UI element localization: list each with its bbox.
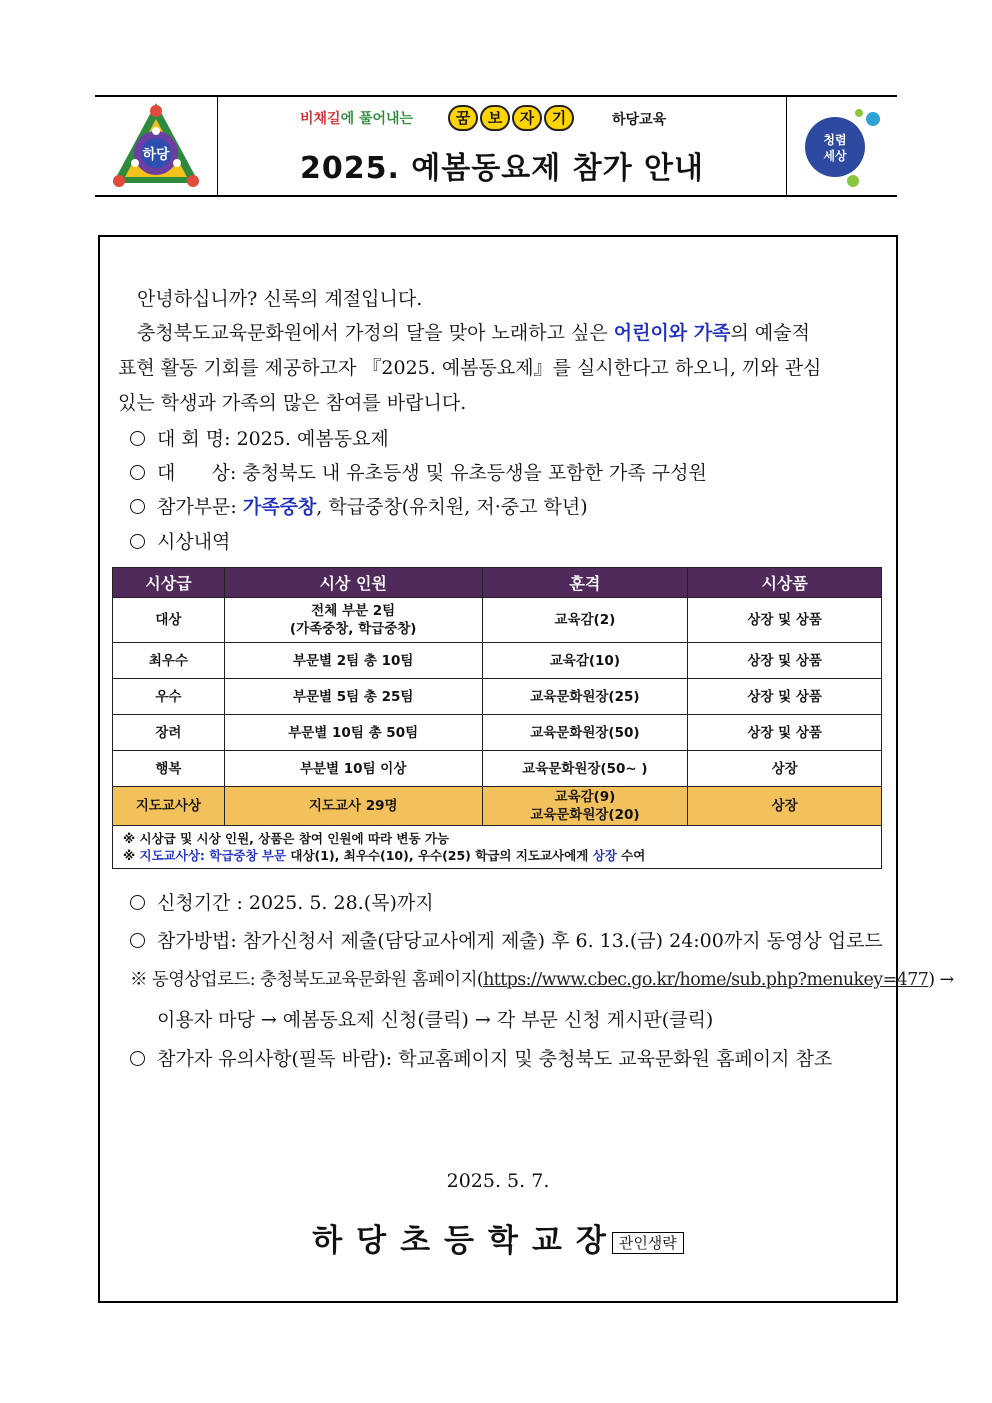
item-period: 신청기간 : 2025. 5. 28.(목)까지 xyxy=(130,888,434,915)
stamp-omitted: 관인생략 xyxy=(612,1232,684,1254)
bullet-circle-icon xyxy=(130,465,145,480)
slogan-char-2: 보 xyxy=(480,105,510,131)
awards-table xyxy=(112,567,882,869)
slogan-char-1: 꿈 xyxy=(448,105,478,131)
table-header-row xyxy=(113,568,882,598)
bullet-circle-icon xyxy=(130,534,145,549)
item-upload: ※ 동영상업로드: 충청북도교육문화원 홈페이지(https://www.cbec.go.kr/home/sub.php?menukey=477) → xyxy=(130,970,954,990)
bullet-circle-icon xyxy=(130,431,145,446)
slogan-banner xyxy=(300,105,700,133)
svg-text:하당: 하당 xyxy=(142,147,170,163)
slogan-part2: 하당교육 xyxy=(612,112,667,128)
table-row: 최우수 부문별 2팀 총 10팀 교육감(10) 상장 및 상품 xyxy=(113,643,882,679)
intro-line-4: 있는 학생과 가족의 많은 참여를 바랍니다. xyxy=(118,392,467,414)
table-row: 행복 부분별 10팀 이상 교육문화원장(50~ ) 상장 xyxy=(113,751,882,787)
integrity-logo-cell xyxy=(786,97,897,195)
integrity-logo-icon xyxy=(787,97,897,195)
item-method: 참가방법: 참가신청서 제출(담당교사에게 제출) 후 6. 13.(금) 24:00까지 동영상 업로드 xyxy=(130,926,883,953)
intro-line-3: 표현 활동 기회를 제공하고자 『2025. 예봄동요제』를 실시한다고 하오니, 끼와 관심 xyxy=(118,357,822,379)
item-target: 대 상: 충청북도 내 유초등생 및 유초등생을 포함한 가족 구성원 xyxy=(130,458,707,485)
greeting: 안녕하십니까? 신록의 계절입니다. xyxy=(137,288,423,310)
signer: 하당초등학교장 xyxy=(312,1223,620,1259)
bullet-circle-icon xyxy=(130,1051,145,1066)
document-date: 2025. 5. 7. xyxy=(446,1170,550,1192)
item-category: 참가부문: 가족중창, 학급중창(유치원, 저·중고 학년) xyxy=(130,492,588,519)
bullet-circle-icon xyxy=(130,499,145,514)
table-row: 대상 전체 부분 2팀 (가족중창, 학급중창) 교육감(2) 상장 및 상품 xyxy=(113,598,882,643)
item-upload-path: 이용자 마당 → 예봄동요제 신청(클릭) → 각 부문 신청 게시판(클릭) xyxy=(157,1009,714,1031)
item-awards-label: 시상내역 xyxy=(130,527,230,554)
bullet-circle-icon xyxy=(130,933,145,948)
svg-text:청렴: 청렴 xyxy=(823,133,847,147)
highlight-children-family: 어린이와 가족 xyxy=(613,322,731,344)
note-2: ※ 지도교사상: 학급중창 부문 대상(1), 최우수(10), 우수(25) 학급의 지도교사에게 상장 수여 xyxy=(123,848,646,863)
homepage-link[interactable]: https://www.cbec.go.kr/home/sub.php?menukey=477 xyxy=(483,970,929,990)
item-notice: 참가자 유의사항(필독 바람): 학교홈페이지 및 충청북도 교육문화원 홈페이지 참조 xyxy=(130,1044,832,1071)
svg-text:세상: 세상 xyxy=(823,149,847,163)
slogan-part1: 비채길에 풀어내는 xyxy=(300,111,414,127)
slogan-char-4: 기 xyxy=(544,105,574,131)
table-row: 장려 부문별 10팀 총 50팀 교육문화원장(50) 상장 및 상품 xyxy=(113,715,882,751)
document-header xyxy=(95,95,897,197)
intro-line-2: 충청북도교육문화원에서 가정의 달을 맞아 노래하고 싶은 어린이와 가족의 예술적 xyxy=(137,322,810,344)
signature-line xyxy=(98,1215,898,1260)
slogan-char-3: 자 xyxy=(512,105,542,131)
col-header-prize: 시상품 xyxy=(688,568,882,598)
bullet-circle-icon xyxy=(130,895,145,910)
note-1: ※ 시상급 및 시상 인원, 상품은 참여 인원에 따라 변동 가능 xyxy=(123,831,450,846)
item-event-name: 대 회 명: 2025. 예봄동요제 xyxy=(130,424,389,451)
table-row: 우수 부문별 5팀 총 25팀 교육문화원장(25) 상장 및 상품 xyxy=(113,679,882,715)
col-header-honor: 훈격 xyxy=(482,568,688,598)
col-header-grade: 시상급 xyxy=(113,568,225,598)
highlight-family-chorus: 가족중창 xyxy=(242,496,317,518)
table-row-teacher-award: 지도교사상 지도교사 29명 교육감(9) 교육문화원장(20) 상장 xyxy=(113,787,882,826)
col-header-count: 시상 인원 xyxy=(224,568,482,598)
school-logo-icon xyxy=(95,97,217,195)
table-notes-row xyxy=(113,826,882,869)
school-logo-cell xyxy=(95,97,218,195)
page-title: 2025. 예봄동요제 참가 안내 xyxy=(299,151,705,186)
